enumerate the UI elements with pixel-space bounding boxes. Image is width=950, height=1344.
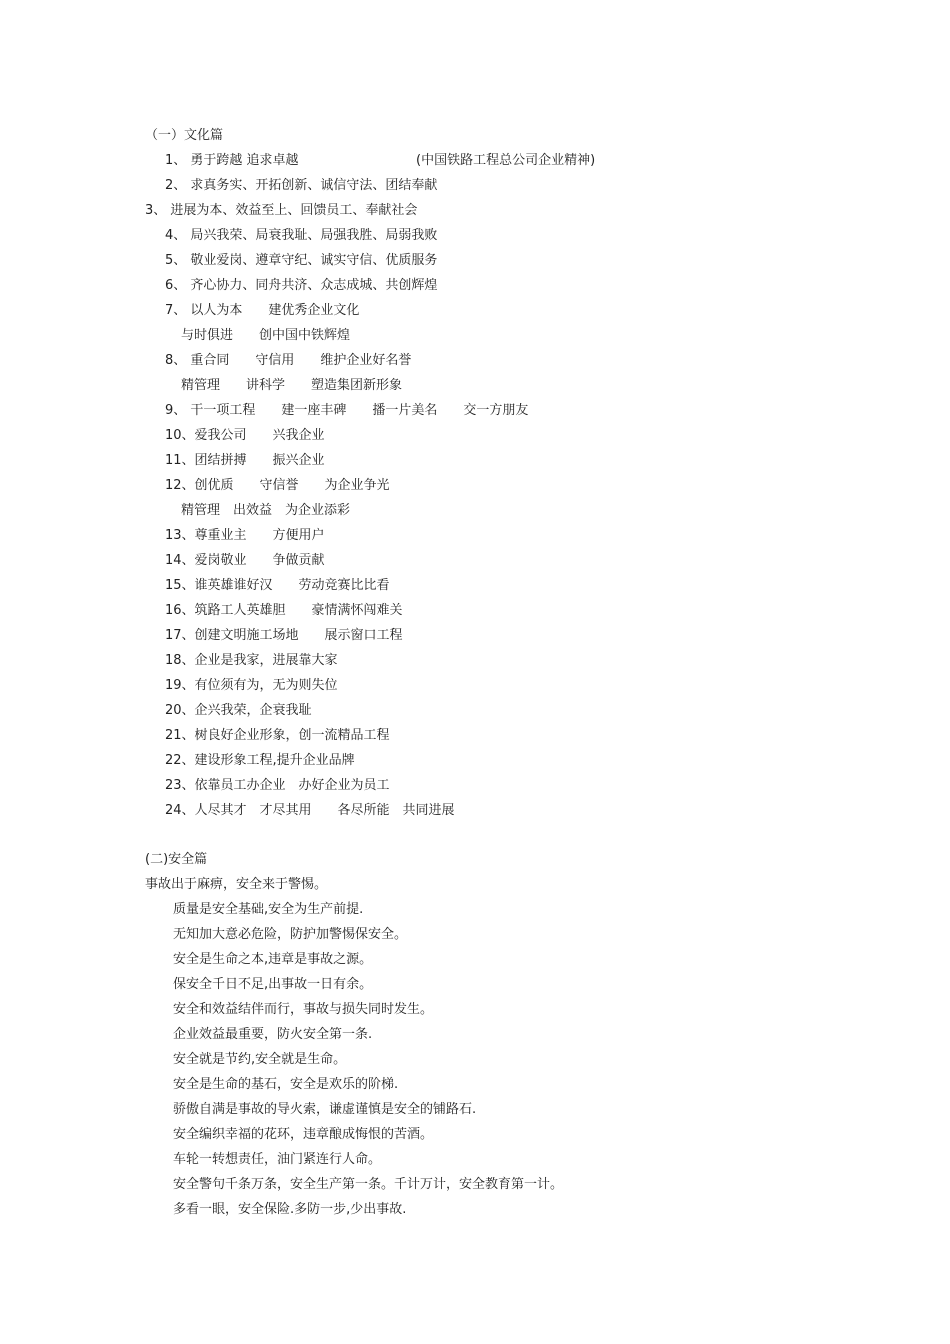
culture-line-19: 19、有位须有为，无为则失位 xyxy=(165,678,338,693)
culture-line-7-cont: 与时俱进 创中国中铁辉煌 xyxy=(181,328,351,343)
safety-line-5: 安全和效益结伴而行，事故与损失同时发生。 xyxy=(173,1002,434,1017)
section2-heading: (二)安全篇 xyxy=(145,852,208,867)
culture-line-14: 14、爱岗敬业 争做贡献 xyxy=(165,553,325,568)
culture-line-23: 23、依靠员工办企业 办好企业为员工 xyxy=(165,778,390,793)
culture-line-4: 4、 局兴我荣、局衰我耻、局强我胜、局弱我败 xyxy=(165,228,438,243)
culture-line-12-cont: 精管理 出效益 为企业添彩 xyxy=(181,503,351,518)
culture-line-16: 16、筑路工人英雄胆 豪情满怀闯难关 xyxy=(165,603,403,618)
safety-line-13: 多看一眼，安全保险.多防一步,少出事故. xyxy=(173,1202,407,1217)
safety-line-2: 无知加大意必危险，防护加警惕保安全。 xyxy=(173,927,408,942)
culture-line-15: 15、谁英雄谁好汉 劳动竞赛比比看 xyxy=(165,578,390,593)
safety-line-8: 安全是生命的基石，安全是欢乐的阶梯. xyxy=(173,1077,399,1092)
culture-line-5: 5、 敬业爱岗、遵章守纪、诚实守信、优质服务 xyxy=(165,253,438,268)
culture-line-11: 11、团结拼搏 振兴企业 xyxy=(165,453,325,468)
safety-line-6: 企业效益最重要，防火安全第一条. xyxy=(173,1027,373,1042)
culture-line-21: 21、树良好企业形象，创一流精品工程 xyxy=(165,728,390,743)
culture-line-24: 24、人尽其才 才尽其用 各尽所能 共同进展 xyxy=(165,803,455,818)
culture-line-1: 1、 勇于跨越 追求卓越 xyxy=(165,153,299,168)
culture-line-18: 18、企业是我家，进展靠大家 xyxy=(165,653,338,668)
safety-line-first: 事故出于麻痹，安全来于警惕。 xyxy=(145,877,328,892)
culture-line-3: 3、 进展为本、效益至上、回馈员工、奉献社会 xyxy=(145,203,418,218)
culture-line-8: 8、 重合同 守信用 维护企业好名誉 xyxy=(165,353,412,368)
section1-heading: （一）文化篇 xyxy=(145,128,224,143)
safety-line-1: 质量是安全基础,安全为生产前提. xyxy=(173,902,364,917)
safety-line-11: 车轮一转想责任，油门紧连行人命。 xyxy=(173,1152,382,1167)
culture-line-8-cont: 精管理 讲科学 塑造集团新形象 xyxy=(181,378,403,393)
safety-line-12: 安全警句千条万条，安全生产第一条。千计万计，安全教育第一计。 xyxy=(173,1177,564,1192)
culture-line-22: 22、建设形象工程,提升企业品牌 xyxy=(165,753,355,768)
safety-line-3: 安全是生命之本,违章是事故之源。 xyxy=(173,952,373,967)
culture-line-20: 20、企兴我荣，企衰我耻 xyxy=(165,703,312,718)
safety-line-10: 安全编织幸福的花环，违章酿成悔恨的苦酒。 xyxy=(173,1127,434,1142)
culture-line-6: 6、 齐心协力、同舟共济、众志成城、共创辉煌 xyxy=(165,278,438,293)
safety-line-4: 保安全千日不足,出事故一日有余。 xyxy=(173,977,373,992)
safety-line-7: 安全就是节约,安全就是生命。 xyxy=(173,1052,347,1067)
culture-line-17: 17、创建文明施工场地 展示窗口工程 xyxy=(165,628,403,643)
culture-line-9: 9、 干一项工程 建一座丰碑 播一片美名 交一方朋友 xyxy=(165,403,529,418)
culture-line-7: 7、 以人为本 建优秀企业文化 xyxy=(165,303,360,318)
safety-line-9: 骄傲自满是事故的导火索，谦虚谨慎是安全的铺路石. xyxy=(173,1102,477,1117)
culture-line-2: 2、 求真务实、开拓创新、诚信守法、团结奉献 xyxy=(165,178,438,193)
culture-line-10: 10、爱我公司 兴我企业 xyxy=(165,428,325,443)
culture-line-13: 13、尊重业主 方便用户 xyxy=(165,528,325,543)
culture-line-1-note: (中国铁路工程总公司企业精神) xyxy=(416,153,596,168)
culture-line-12: 12、创优质 守信誉 为企业争光 xyxy=(165,478,390,493)
